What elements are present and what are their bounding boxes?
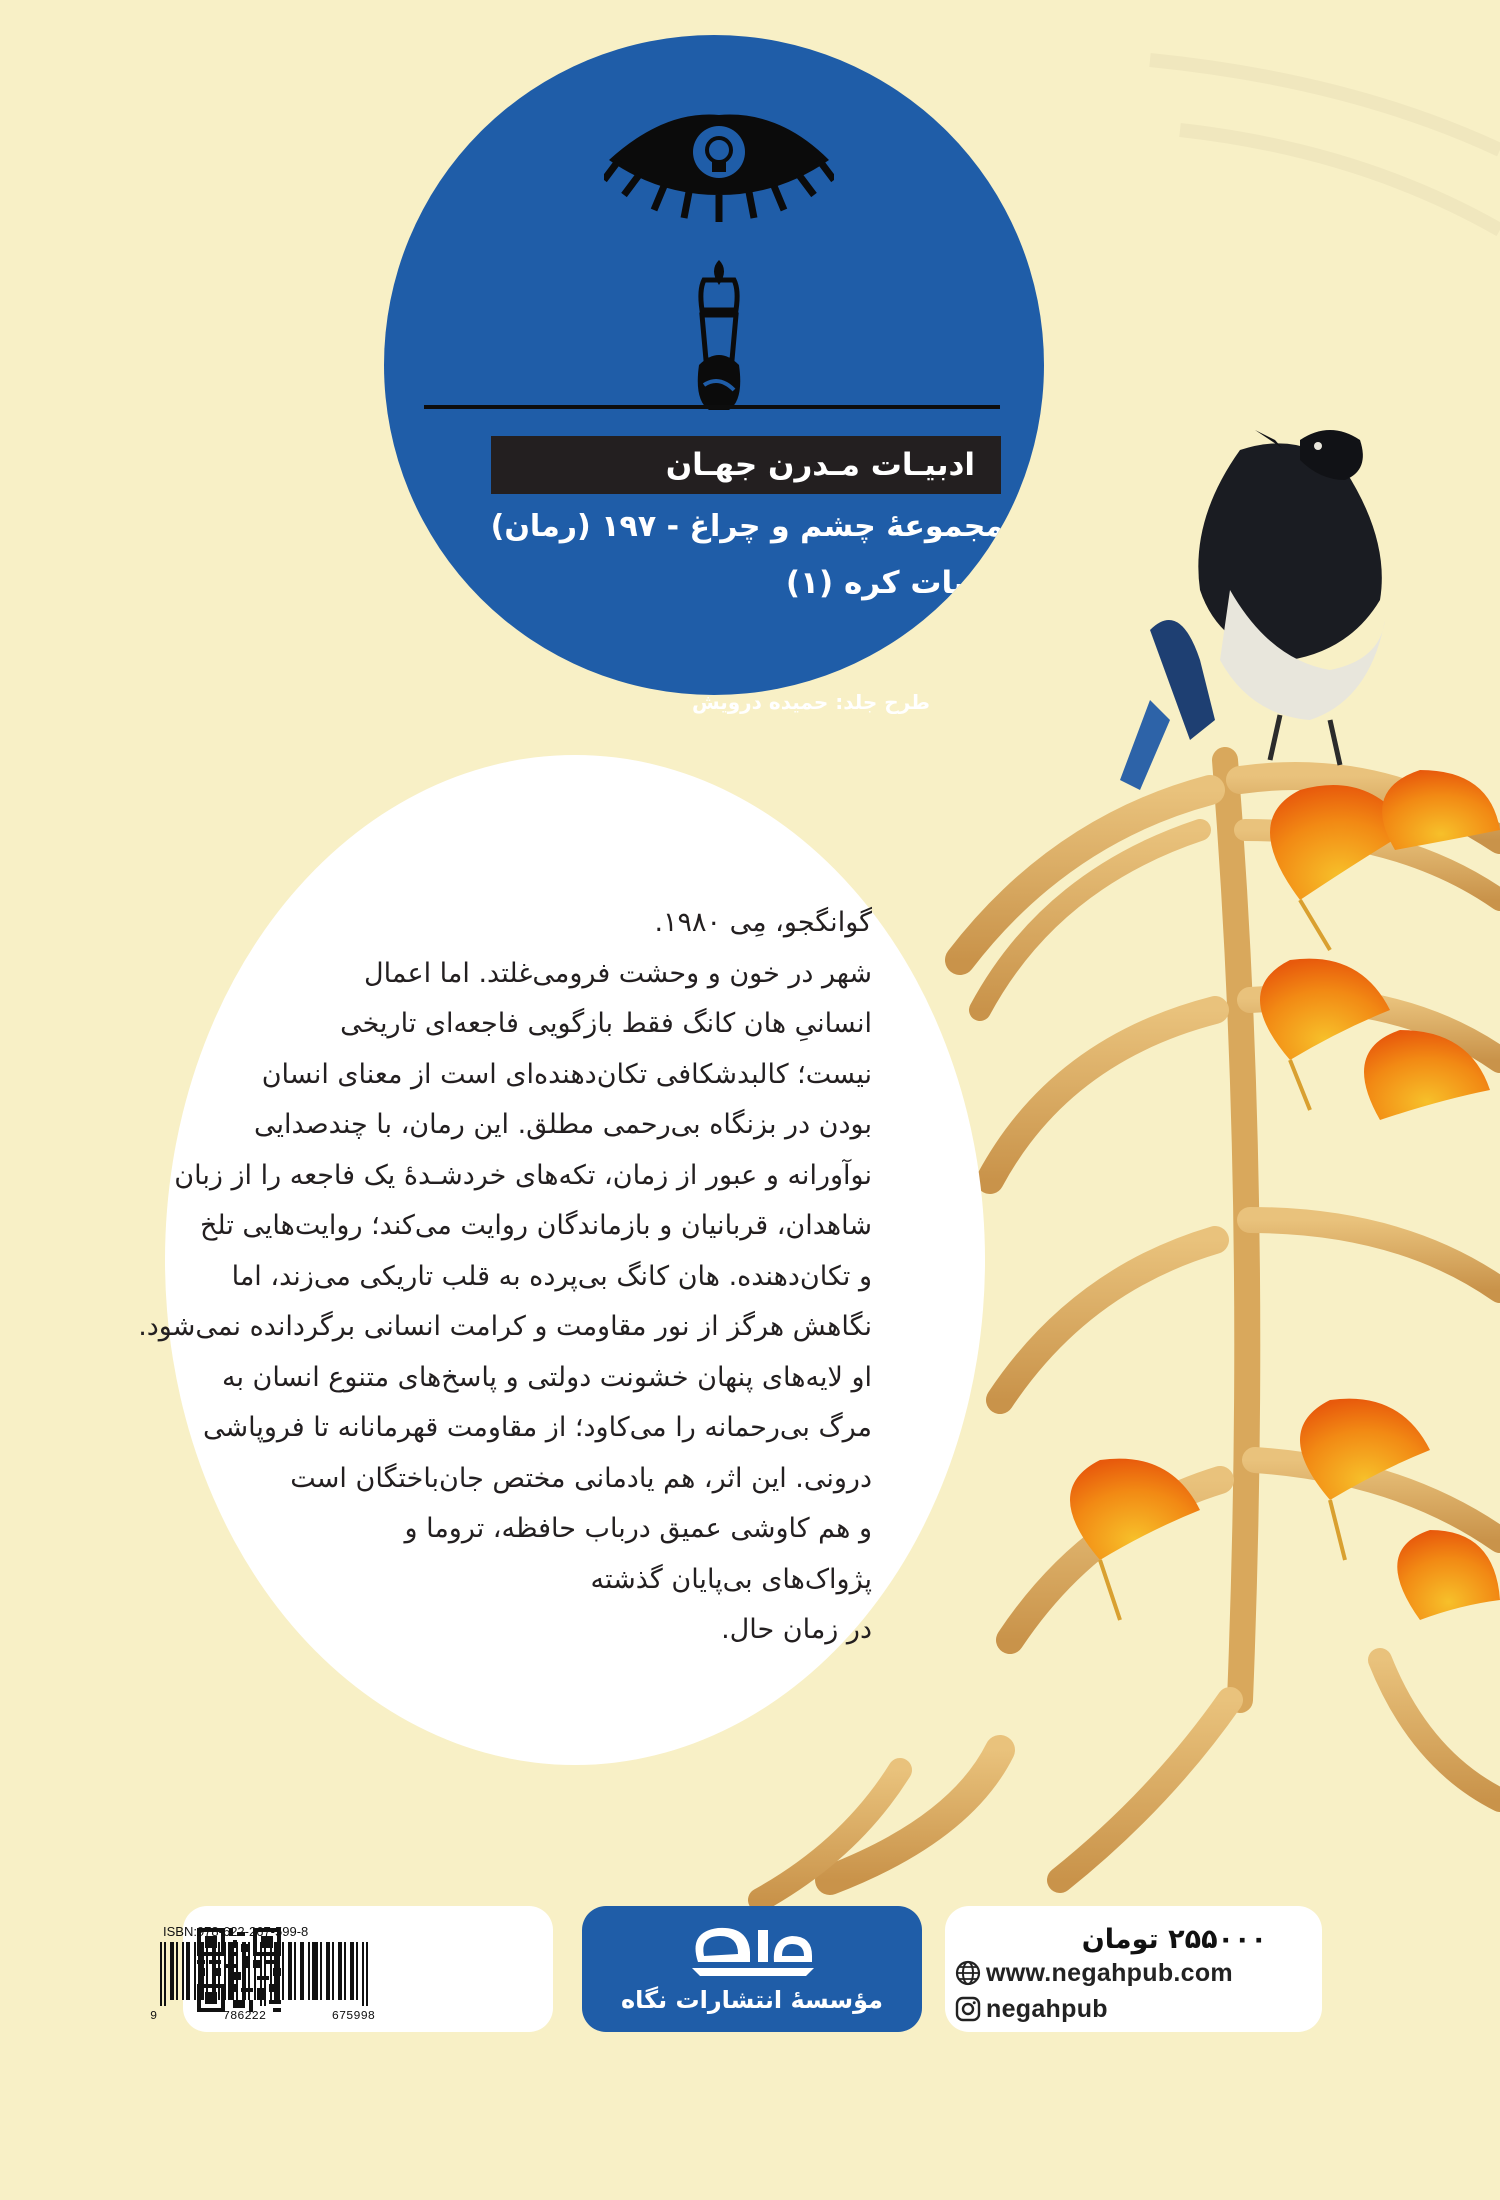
subseries-label: ادبیات کره (۱) [785,565,1004,601]
cover-design-credit: طرح جلد: حمیده درویش [691,690,930,714]
website-label: www.negahpub.com [986,1958,1233,1987]
synopsis-line: نگاهش هرگز از نور مقاومت و کرامت انسانی برگردانده نمی‌شود. [138,1311,872,1342]
isbn-label: ISBN:978-622-267-599-8 [163,1924,309,1939]
globe-icon [955,1960,981,1986]
magpie-bird [1120,430,1385,790]
barcode-digit-group: 9 [150,2009,158,2023]
synopsis-line: و تکان‌دهنده. هان کانگ بی‌پرده به قلب تاریکی می‌زند، اما [231,1260,872,1292]
synopsis-line: نیست؛ کالبدشکافی تکان‌دهنده‌ای است از معنای انسان [261,1058,872,1090]
synopsis-line: مرگ بی‌رحمانه را می‌کاود؛ از مقاومت قهرمانانه تا فروپاشی [202,1412,872,1443]
synopsis-line: شهر در خون و وحشت فرومی‌غلتد. اما اعمال [364,957,872,989]
synopsis-line: گوانگجو، مِی ۱۹۸۰. [654,907,872,938]
eye-with-lamp-icon [604,100,834,430]
synopsis-line: در زمان حال. [721,1614,872,1645]
website-link[interactable] [955,1958,1233,1988]
synopsis-line: بودن در بزنگاه بی‌رحمی مطلق. این رمان، با چندصدایی [254,1109,872,1140]
synopsis-text [138,898,872,1656]
series-title: ادبیـات مـدرن جهـان [491,436,1001,494]
publisher-name: مؤسسهٔ انتشارات نگاه [621,1986,883,2014]
synopsis-line: درونی. این اثر، هم یادمانی مختص جان‌باختگان است [290,1462,872,1494]
negah-logo-icon [688,1922,818,1980]
synopsis-line: نوآورانه و عبور از زمان، تکه‌های خردشـدهٔ یک فاجعه را از زبان [174,1159,872,1191]
faint-ribs [1150,60,1500,230]
price-label: ۲۵۵۰۰۰ تومان [1081,1924,1267,1955]
barcode-digit-group: 675998 [331,2009,375,2023]
barcode-digit-group: 786222 [222,2009,267,2023]
synopsis-line: و هم کاوشی عمیق درباب حافظه، تروما و [404,1513,872,1544]
contact-card [945,1906,1322,2032]
barcode-icon [160,1942,368,2006]
publisher-card [582,1906,922,2032]
synopsis-line: انسانیِ هان کانگ فقط بازگویی فاجعه‌ای تاریخی [340,1008,872,1039]
series-badge [384,35,1044,695]
collection-label: مجموعهٔ چشم و چراغ - ۱۹۷ (رمان) [490,509,1004,544]
instagram-icon [955,1996,981,2022]
barcode-digits [150,2009,375,2023]
instagram-link[interactable] [955,1994,1108,2024]
synopsis-line: شاهدان، قربانیان و بازماندگان روایت می‌کند؛ روایت‌هایی تلخ [199,1210,872,1241]
series-divider [424,405,1000,409]
instagram-handle: negahpub [986,1994,1108,2023]
synopsis-line: پژواک‌های بی‌پایان گذشته [590,1563,872,1595]
synopsis-line: او لایه‌های پنهان خشونت دولتی و پاسخ‌های متنوع انسان به [221,1361,872,1393]
